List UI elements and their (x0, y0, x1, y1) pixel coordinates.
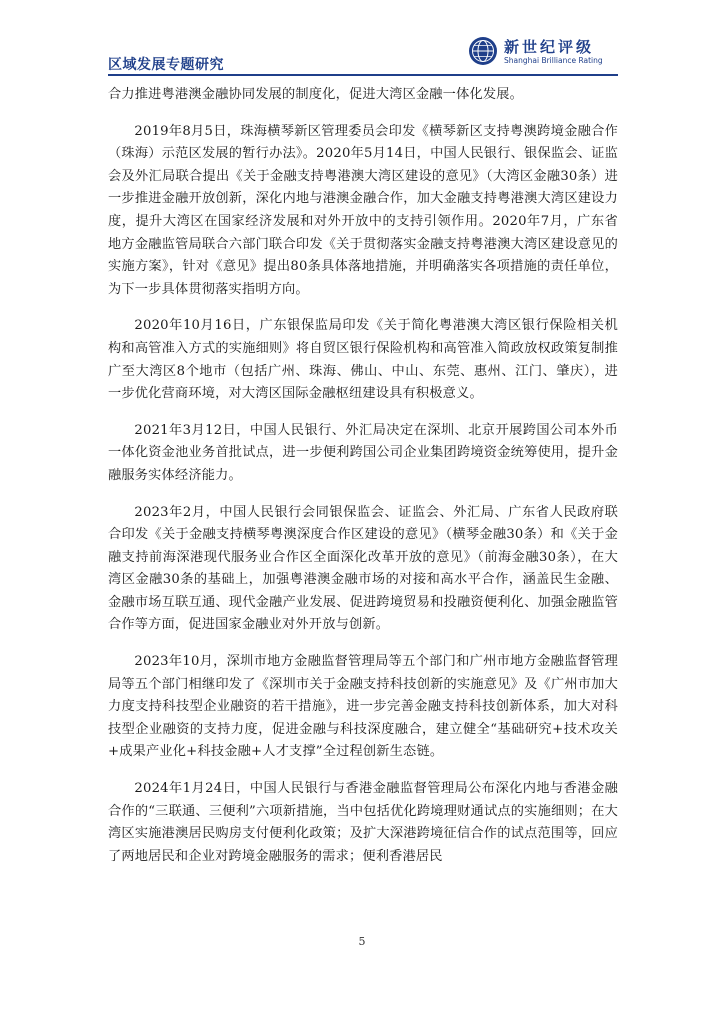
page-number: 5 (358, 935, 366, 948)
header-rule (108, 74, 618, 76)
logo-english-name: Shanghai Brilliance Rating (504, 56, 603, 65)
paragraph: 2019年8月5日，珠海横琴新区管理委员会印发《横琴新区支持粤澳跨境金融合作（珠海）示范区发展的暂行办法》。2020年5月14日，中国人民银行、银保监会、证监会及外汇局联合提出《关于金融支持粤港澳大湾区建设的意见》（大湾区金融30条）进一步推进金融开放创新，深化内地与港澳金融合作，加大金融支持粤港澳大湾区建设力度，提升大湾区在国家经济发展和对外开放中的支持引领作用。2020年7月，广东省地方金融监管局联合六部门联合印发《关于贯彻落实金融支持粤港澳大湾区建设意见的实施方案》，针对《意见》提出80条具体落地措施，并明确落实各项措施的责任单位，为下一步具体贯彻落实指明方向。 (108, 123, 618, 297)
paragraph: 合力推进粤港澳金融协同发展的制度化，促进大湾区金融一体化发展。 (108, 87, 524, 102)
paragraph: 2020年10月16日，广东银保监局印发《关于简化粤港澳大湾区银行保险相关机构和高管准入方式的实施细则》将自贸区银行保险机构和高管准入简政放权政策复制推广至大湾区8个地市（包括广州、珠海、佛山、中山、东莞、惠州、江门、肇庆），进一步优化营商环境，对大湾区国际金融枢纽建设具有积极意义。 (108, 318, 618, 402)
page-header (108, 34, 618, 76)
section-title: 区域发展专题研究 (108, 57, 224, 73)
body-text (108, 84, 618, 882)
paragraph: 2023年10月，深圳市地方金融监督管理局等五个部门和广州市地方金融监督管理局等五个部门相继印发了《深圳市关于金融支持科技创新的实施意见》及《广州市加大力度支持科技型企业融资的若干措施》，进一步完善金融支持科技创新体系，加大对科技型企业融资的支持力度，促进金融与科技深度融合，建立健全“基础研究+技术攻关+成果产业化+科技金融+人才支撑”全过程创新生态链。 (108, 654, 618, 760)
paragraph: 2024年1月24日，中国人民银行与香港金融监督管理局公布深化内地与香港金融合作的“三联通、三便利”六项新措施，当中包括优化跨境理财通试点的实施细则；在大湾区实施港澳居民购房支付便利化政策；及扩大深港跨境征信合作的试点范围等，回应了两地居民和企业对跨境金融服务的需求；便利香港居民 (108, 781, 618, 864)
globe-logo-icon (468, 36, 498, 66)
paragraph: 2021年3月12日，中国人民银行、外汇局决定在深圳、北京开展跨国公司本外币一体化资金池业务首批试点，进一步便利跨国公司企业集团跨境资金统筹使用，提升金融服务实体经济能力。 (108, 422, 618, 483)
logo-chinese-name: 新世纪评级 (504, 38, 595, 56)
brilliance-rating-logo (468, 34, 618, 70)
paragraph: 2023年2月，中国人民银行会同银保监会、证监会、外汇局、广东省人民政府联合印发《关于金融支持横琴粤澳深度合作区建设的意见》（横琴金融30条）和《关于金融支持前海深港现代服务业合作区全面深化改革开放的意见》（前海金融30条），在大湾区金融30条的基础上，加强粤港澳金融市场的对接和高水平合作，涵盖民生金融、金融市场互联互通、现代金融产业发展、促进跨境贸易和投融资便利化、加强金融监管合作等方面，促进国家金融业对外开放与创新。 (108, 504, 618, 633)
